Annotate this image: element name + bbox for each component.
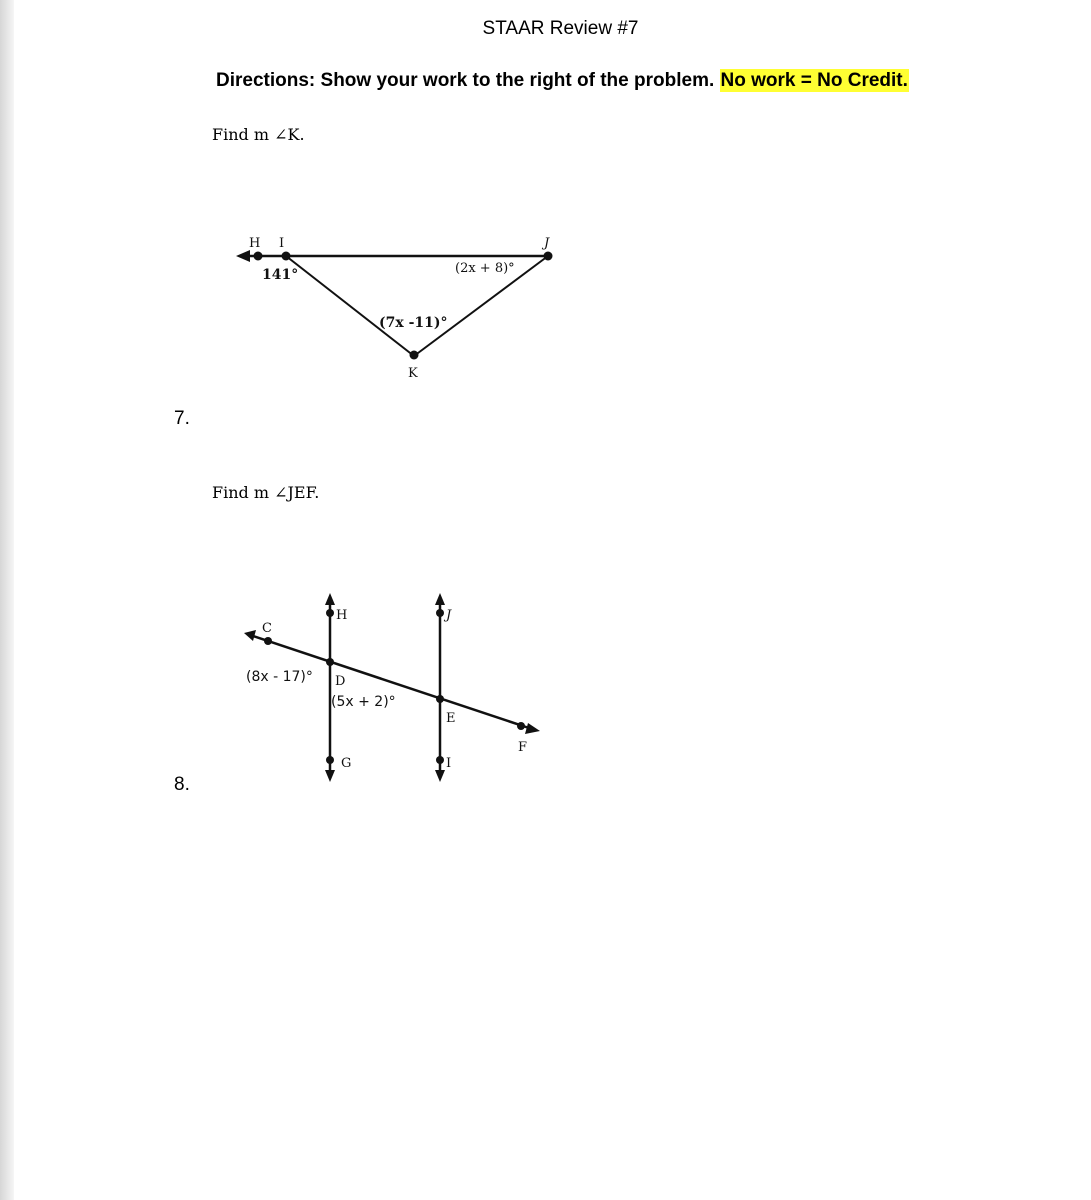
arrow-down-icon	[325, 770, 335, 782]
label-e: E	[446, 711, 456, 726]
point-e	[436, 695, 444, 703]
angle-label-141: 141°	[262, 267, 299, 283]
label-i: I	[446, 756, 452, 771]
label-c: C	[262, 621, 272, 636]
angle-label-j: (2x + 8)°	[455, 261, 515, 276]
arrow-down-icon	[435, 770, 445, 782]
arrow-up-icon	[435, 593, 445, 605]
label-j: J	[544, 236, 550, 251]
label-h: H	[336, 608, 348, 623]
angle-label-gde: (5x + 2)°	[331, 694, 396, 710]
point-c	[264, 637, 272, 645]
angle-label-cdh: (8x - 17)°	[246, 669, 313, 685]
label-i: I	[279, 236, 285, 251]
problem-7-number: 7.	[174, 408, 190, 429]
point-i	[436, 756, 444, 764]
angle-label-k: (7x -11)°	[379, 315, 448, 331]
problem-8-prompt: Find m ∠JEF.	[212, 483, 320, 502]
point-h	[326, 609, 334, 617]
label-j: J	[446, 608, 452, 623]
label-g: G	[341, 756, 352, 771]
point-d	[326, 658, 334, 666]
label-h: H	[249, 236, 261, 251]
point-g	[326, 756, 334, 764]
arrow-up-icon	[325, 593, 335, 605]
point-f	[517, 722, 525, 730]
problem-7-prompt: Find m ∠K.	[212, 125, 305, 144]
arrow-right-icon	[525, 723, 540, 734]
problem-8-number: 8.	[174, 774, 190, 795]
directions-highlight: No work = No Credit.	[720, 70, 908, 91]
label-k: K	[408, 366, 418, 381]
arrow-left-icon	[244, 630, 256, 641]
label-f: F	[518, 740, 528, 755]
point-j	[436, 609, 444, 617]
label-d: D	[335, 674, 346, 689]
directions-text: Directions: Show your work to the right of the problem.	[216, 70, 715, 91]
page-title: STAAR Review #7	[482, 18, 639, 39]
